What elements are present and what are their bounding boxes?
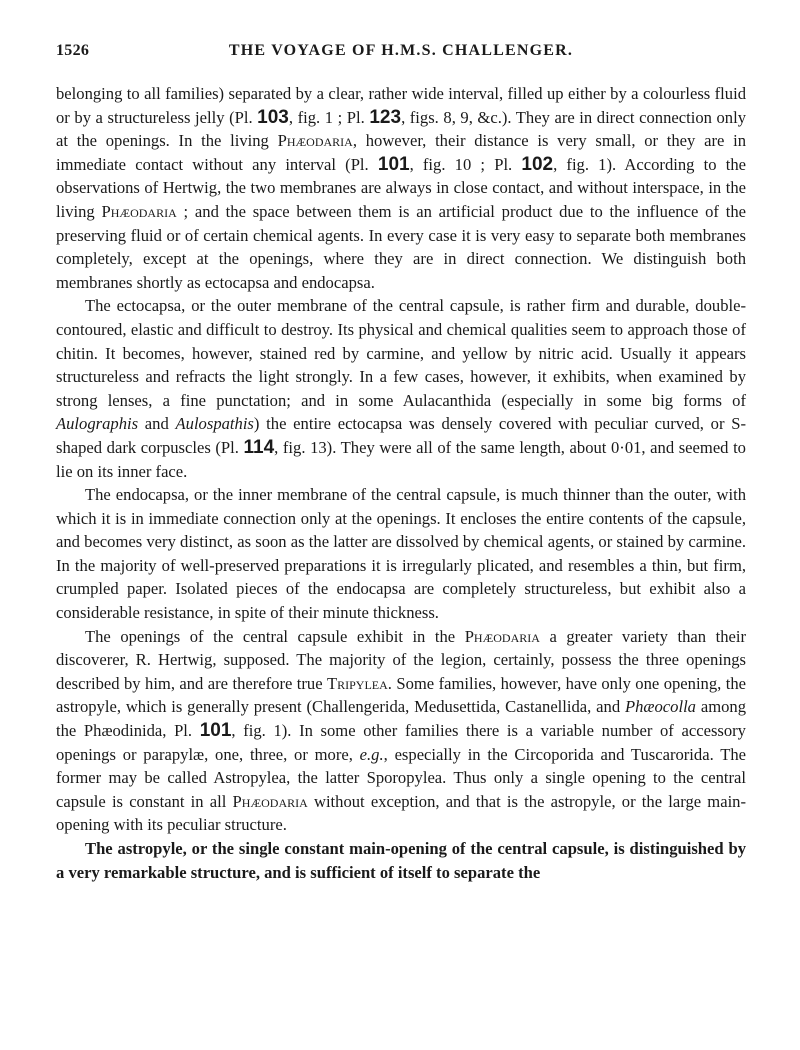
paragraph-1: belonging to all families) separated by a clear, rather wide interval, filled up either by a colourless fluid or by a structureless jelly (Pl. 103, fig. 1 ; Pl. 123, figs. 8, 9, &c.). They are in direct connection only at the openings. In the living Phæodaria, however, their distance is very small, or they are in immediate contact without any interval (Pl. 101, fig. 10 ; Pl. 102, fig. 1). According to the observations of Hertwig, the two membranes are always in close contact, and without interspace, in the living Phæodaria ; and the space between them is an artificial product due to the influence of the preserving fluid or of certain chemical agents. In every case it is very easy to separate both membranes completely, except at the openings, where they are in direct connection. We distinguish both membranes shortly as ectocapsa and endocapsa. xyxy=(56,84,746,292)
plate-ref: 101 xyxy=(199,720,232,742)
paragraph-5: The astropyle, or the single constant main-opening of the central capsule, is distinguished by a very remarkable structure, and is sufficient of itself to separate the xyxy=(56,839,746,882)
genus-name: Phæocolla xyxy=(625,697,696,717)
body-text xyxy=(56,82,746,884)
running-header xyxy=(56,42,746,64)
genus-name: Aulographis xyxy=(56,414,139,434)
genus-name: Aulospathis xyxy=(175,414,254,434)
paragraph-2: The ectocapsa, or the outer membrane of the central capsule, is rather firm and durable, double-contoured, elastic and difficult to destroy. Its physical and chemical qualities seem to approach those of chitin. It becomes, however, stained red by carmine, and yellow by nitric acid. Usually it appears structureless and refracts the light strongly. In a few cases, however, it exhibits, when examined by strong lenses, a fine punctation; and in some Aulacanthida (especially in some big forms of Aulographis and Aulospathis) the entire ectocapsa was densely covered with peculiar curved, or S-shaped dark corpuscles (Pl. 114, fig. 13). They were all of the same length, about 0·01, and seemed to lie on its inner face. xyxy=(56,296,746,481)
plate-ref: 114 xyxy=(243,436,275,458)
taxon-name: Phæodaria xyxy=(101,201,177,221)
final-paragraph-block xyxy=(56,837,746,884)
taxon-name: Phæodaria xyxy=(232,791,308,811)
taxon-name: Phæodaria xyxy=(464,626,540,646)
taxon-name: Phæodaria xyxy=(277,131,353,151)
paragraph-4: The openings of the central capsule exhibit in the Phæodaria a greater variety than their discoverer, R. Hertwig, supposed. The majority of the legion, certainly, possess the three openings described by him, and are therefore true Tripylea. Some families, however, have only one opening, the astropyle, which is generally present (Challengerida, Medusettida, Castanellida, and Phæocolla among the Phæodinida, Pl. 101, fig. 1). In some other families there is a variable number of accessory openings or parapylæ, one, three, or more, e.g., especially in the Circoporida and Tuscarorida. The former may be called Astropylea, the latter Sporopylea. Thus only a single opening to the central capsule is constant in all Phæodaria without exception, and that is the astropyle, or the large main-opening with its peculiar structure. xyxy=(56,626,747,835)
paragraph-3: The endocapsa, or the inner membrane of the central capsule, is much thinner than the outer, with which it is in immediate connection only at the openings. It encloses the entire contents of the capsule, and becomes very distinct, as soon as the latter are dissolved by chemical agents, or stained by carmine. In the majority of well-preserved preparations it is irregularly plicated, and resembles a thin, but firm, crumpled paper. Isolated pieces of the endocapsa are completely structureless, but exhibit also a considerable resistance, in spite of their minute thickness. xyxy=(56,485,746,623)
plate-ref: 103 xyxy=(257,106,289,128)
plate-ref: 102 xyxy=(521,153,554,175)
plate-ref: 101 xyxy=(377,153,410,175)
page-number: 1526 xyxy=(56,42,90,59)
taxon-name: Tripylea xyxy=(326,673,388,693)
abbreviation: e.g. xyxy=(359,744,384,764)
plate-ref: 123 xyxy=(369,106,402,128)
running-title: THE VOYAGE OF H.M.S. CHALLENGER. xyxy=(228,42,574,59)
